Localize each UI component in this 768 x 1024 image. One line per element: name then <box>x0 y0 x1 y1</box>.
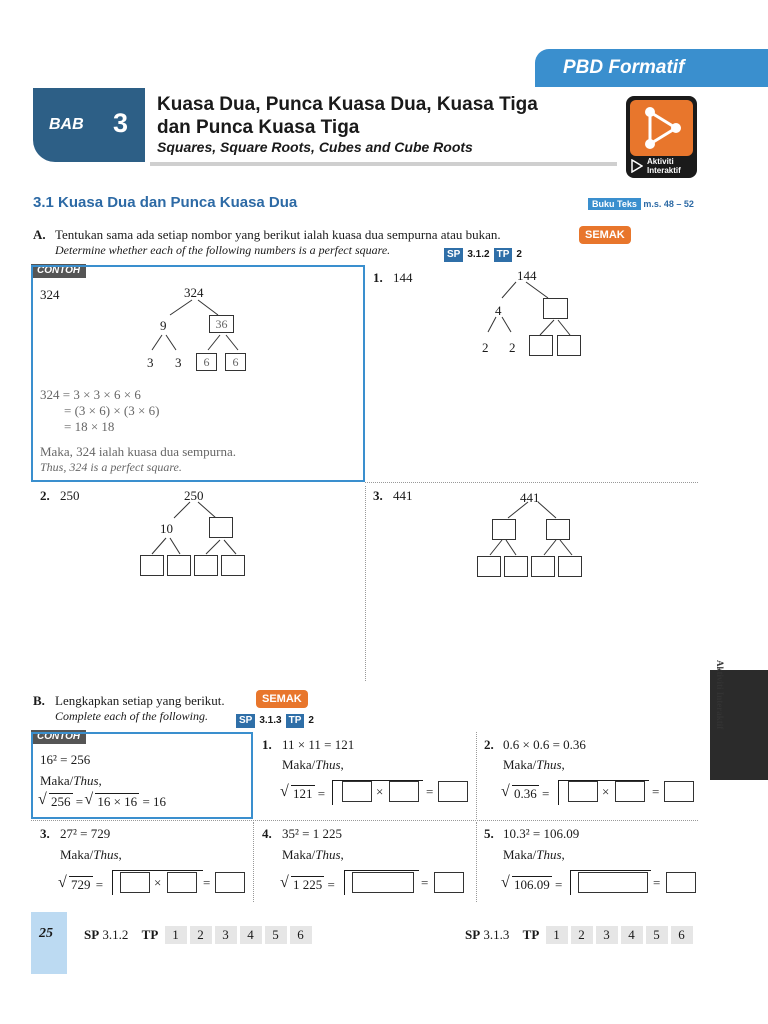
b-q1-box-1[interactable] <box>342 781 372 802</box>
b-q1-thus: Thus <box>315 757 341 772</box>
b-ex-line1: 16² = 256 <box>40 752 91 767</box>
a-q3-right-box[interactable] <box>546 519 570 540</box>
bab-number: 3 <box>113 108 129 138</box>
part-a-divider-h <box>365 482 698 483</box>
a-q1-right-box[interactable] <box>543 298 568 319</box>
a-q3-left-box[interactable] <box>492 519 516 540</box>
a-q2-root: 250 <box>184 488 204 503</box>
part-a-letter: A. <box>33 227 46 242</box>
b-q3-answer[interactable] <box>215 872 245 893</box>
part-b-letter: B. <box>33 693 45 708</box>
b-q2-number: 2. <box>484 737 494 752</box>
part-b-divider-h <box>31 820 698 821</box>
b-q1-sqrt-line: √ 121 = <box>282 785 325 802</box>
footer-left-sp-label: SP <box>84 927 100 942</box>
ex-tree-right: 36 <box>215 317 228 331</box>
b-q3-box-2[interactable] <box>167 872 197 893</box>
b-q3-number: 3. <box>40 826 50 841</box>
b-q5-comma: , <box>561 847 565 862</box>
ex-tree-ll: 3 <box>147 355 154 370</box>
b-q4-maka <box>282 847 344 863</box>
b-q2-maka <box>503 757 565 773</box>
b-q2-sqrt-line: √ 0.36 = <box>503 785 549 802</box>
ex-work-line2: = (3 × 6) × (3 × 6) <box>64 403 160 418</box>
b-ex-sqrt-right-val: 16 × 16 <box>97 794 138 809</box>
a-q1-left: 4 <box>495 303 502 318</box>
b-q4-line: 35² = 1 225 <box>282 826 342 841</box>
buku-teks-pages: m.s. 48 – 52 <box>643 199 694 209</box>
aktiviti-label-1: Aktiviti <box>647 157 674 166</box>
b-q5-sqrt <box>503 876 552 893</box>
b-q4-sqrt <box>282 876 324 893</box>
a-q1-root: 144 <box>517 268 537 283</box>
b-q4-number: 4. <box>262 826 272 841</box>
sp-badge: SP <box>444 248 463 262</box>
b-q2-line: 0.6 × 0.6 = 0.36 <box>503 737 586 752</box>
part-a-semak-button[interactable]: SEMAK <box>579 226 631 244</box>
b-q2-box-2[interactable] <box>615 781 645 802</box>
b-q5-line: 10.3² = 106.09 <box>503 826 580 841</box>
a-q2-box-3[interactable] <box>194 555 218 576</box>
a-q2-right-box[interactable] <box>209 517 233 538</box>
b-q1-maka <box>282 757 344 773</box>
bab-tab <box>33 88 145 162</box>
ex-tree-left: 9 <box>160 318 167 333</box>
b-q3-thus: Thus <box>93 847 119 862</box>
footer-left-sp-tp <box>84 926 312 944</box>
b-q5-answer[interactable] <box>666 872 696 893</box>
a-q3-root: 441 <box>520 490 540 505</box>
footer-right-sp-label: SP <box>465 927 481 942</box>
b-q2-sqrt <box>503 785 539 802</box>
b-ex-sqrt-left <box>40 793 73 810</box>
network-play-icon <box>630 100 693 156</box>
ex-work-line1: 324 = 3 × 3 × 6 × 6 <box>40 387 141 402</box>
part-b-sp-tp <box>236 710 314 728</box>
b-q5-maka <box>503 847 565 863</box>
b-q4-sqrt-val: 1 225 <box>293 877 323 892</box>
ex-tree-rl-box <box>196 353 217 371</box>
b-q5-maka-ms: Maka/ <box>503 847 537 862</box>
b-ex-sqrt-left-val: 256 <box>51 794 71 809</box>
buku-teks-badge: Buku Teks <box>588 198 641 210</box>
b-q5-sqrt-val: 106.09 <box>514 877 550 892</box>
b-q3-sqrt-line: √ 729 = <box>60 876 103 893</box>
ex-work-line3: = 18 × 18 <box>64 419 115 434</box>
a-q3-number: 3. <box>373 488 383 503</box>
b-q2-sqrt-val: 0.36 <box>514 786 537 801</box>
aktiviti-label-2: Interaktif <box>647 166 681 175</box>
footer-right-tp-3[interactable]: 3 <box>596 926 618 944</box>
b-q2-comma: , <box>561 757 565 772</box>
footer-left-tp-3[interactable]: 3 <box>215 926 237 944</box>
b-q1-sqrt-val: 121 <box>293 786 313 801</box>
b-q1-comma: , <box>340 757 344 772</box>
footer-right-tp-1[interactable]: 1 <box>546 926 568 944</box>
a-q2-box-2[interactable] <box>167 555 191 576</box>
b-ex-sqrt-line: √ 256 = √ 16 × 16 = 16 <box>40 793 166 810</box>
b-q4-sqrt-line: √ 1 225 = <box>282 876 335 893</box>
part-a-contoh-label: CONTOH <box>31 264 86 278</box>
a-q2-value: 250 <box>60 488 80 503</box>
a-q3-box-1[interactable] <box>477 556 501 577</box>
b-q2-box-1[interactable] <box>568 781 598 802</box>
a-q3-box-4[interactable] <box>558 556 582 577</box>
part-b-instruction-ms: Lengkapkan setiap yang berikut. <box>55 693 225 708</box>
b-ex-sqrt-right <box>86 793 139 810</box>
b-ex-result: = 16 <box>142 794 167 809</box>
footer-left-tp-2[interactable]: 2 <box>190 926 212 944</box>
footer-left-tp-1[interactable]: 1 <box>165 926 187 944</box>
part-a-instruction-ms: Tentukan sama ada setiap nombor yang berikut ialah kuasa dua sempurna atau bukan. <box>55 227 501 242</box>
b-q3-maka <box>60 847 122 863</box>
a-q2-left: 10 <box>160 521 173 536</box>
footer-right-sp-tp <box>465 926 693 944</box>
b-ex-thus: Thus <box>73 773 99 788</box>
b-q1-maka-ms: Maka/ <box>282 757 316 772</box>
aktiviti-icon-tile <box>630 100 693 156</box>
b-q3-times: × <box>154 875 162 890</box>
a-q3-box-3[interactable] <box>531 556 555 577</box>
a-q1-rl-box[interactable] <box>529 335 553 356</box>
footer-left-sp-val: 3.1.2 <box>102 927 129 942</box>
a-q3-value: 441 <box>393 488 413 503</box>
chapter-title-line2: dan Punca Kuasa Tiga <box>157 117 360 138</box>
b-q3-sqrt-val: 729 <box>71 877 91 892</box>
a-q1-ll: 2 <box>482 340 489 355</box>
b-q2-times: × <box>602 784 610 799</box>
b-q2-thus: Thus <box>536 757 562 772</box>
section-title: 3.1 Kuasa Dua dan Punca Kuasa Dua <box>33 194 298 211</box>
ex-tree-rr: 6 <box>232 355 239 369</box>
part-b-divider-v1 <box>476 732 477 819</box>
tp-badge: TP <box>494 248 513 262</box>
b-q2-answer[interactable] <box>664 781 694 802</box>
b-q4-equals: = <box>421 875 429 890</box>
sp-value: 3.1.3 <box>259 715 282 726</box>
b-q1-answer[interactable] <box>438 781 468 802</box>
part-b-instruction-en: Complete each of the following. <box>55 709 208 723</box>
b-q3-maka-ms: Maka/ <box>60 847 94 862</box>
b-ex-maka <box>40 773 102 789</box>
aktiviti-interaktif-button[interactable] <box>626 96 697 178</box>
b-q3-box-1[interactable] <box>120 872 150 893</box>
page-number-tab <box>31 912 67 974</box>
header-rule <box>150 162 617 166</box>
b-q3-sqrt <box>60 876 93 893</box>
b-q4-comma: , <box>340 847 344 862</box>
footer-left-tp-label: TP <box>141 927 159 942</box>
ex-tree-rr-box <box>225 353 246 371</box>
pbd-formatif-label: PBD Formatif <box>563 57 685 78</box>
a-q1-lr: 2 <box>509 340 516 355</box>
page-number: 25 <box>39 926 53 941</box>
side-tab-label: Aktiviti Interaktif <box>715 660 725 730</box>
part-a-sp-tp <box>444 244 522 262</box>
small-play-icon <box>631 159 643 173</box>
b-q3-line: 27² = 729 <box>60 826 111 841</box>
ex-tree-lr: 3 <box>175 355 182 370</box>
b-q5-thus: Thus <box>536 847 562 862</box>
part-a-example-tree-lines <box>140 295 260 355</box>
part-a-instruction-en: Determine whether each of the following numbers is a perfect square. <box>55 243 391 257</box>
ex-tree-rl: 6 <box>203 355 210 369</box>
sp-value: 3.1.2 <box>467 249 490 260</box>
ex-tree-right-box <box>209 315 234 333</box>
footer-right-tp-5[interactable]: 5 <box>646 926 668 944</box>
footer-right-tp-2[interactable]: 2 <box>571 926 593 944</box>
pbd-formatif-banner <box>535 49 768 87</box>
b-q1-line: 11 × 11 = 121 <box>282 737 355 752</box>
ex-conclusion-ms: Maka, 324 ialah kuasa dua sempurna. <box>40 444 237 459</box>
ex-conclusion-en: Thus, 324 is a perfect square. <box>40 460 182 474</box>
sp-badge: SP <box>236 714 255 728</box>
b-q4-maka-ms: Maka/ <box>282 847 316 862</box>
a-q1-rr-box[interactable] <box>557 335 581 356</box>
b-q1-times: × <box>376 784 384 799</box>
a-q2-box-4[interactable] <box>221 555 245 576</box>
b-q2-equals: = <box>652 784 660 799</box>
b-q5-sqrt-line: √ 106.09 = <box>503 876 562 893</box>
a-q2-tree-lines <box>140 500 250 560</box>
b-q5-box[interactable] <box>578 872 648 893</box>
a-q1-value: 144 <box>393 270 413 285</box>
tp-badge: TP <box>286 714 305 728</box>
part-a-divider-v <box>365 486 366 681</box>
b-ex-maka-ms: Maka/ <box>40 773 74 788</box>
a-q2-box-1[interactable] <box>140 555 164 576</box>
b-q3-equals: = <box>203 875 211 890</box>
chapter-title: Kuasa Dua, Punca Kuasa Dua, Kuasa Tiga <box>157 94 538 115</box>
b-ex-comma: , <box>98 773 102 788</box>
footer-right-tp-label: TP <box>522 927 540 942</box>
part-b-divider-v3 <box>476 822 477 902</box>
ex-tree-root: 324 <box>184 285 204 300</box>
b-q4-answer[interactable] <box>434 872 464 893</box>
footer-right-tp-4[interactable]: 4 <box>621 926 643 944</box>
part-b-semak-button[interactable]: SEMAK <box>256 690 308 708</box>
footer-left-tp-4[interactable]: 4 <box>240 926 262 944</box>
part-b-contoh-label: CONTOH <box>31 730 86 744</box>
part-b-divider-v2 <box>253 822 254 902</box>
b-q1-equals: = <box>426 784 434 799</box>
a-q2-number: 2. <box>40 488 50 503</box>
footer-left-tp-6[interactable]: 6 <box>290 926 312 944</box>
b-q5-number: 5. <box>484 826 494 841</box>
chapter-subtitle: Squares, Square Roots, Cubes and Cube Roots <box>157 139 473 155</box>
bab-label: BAB <box>49 116 84 133</box>
b-q5-equals: = <box>653 875 661 890</box>
buku-teks-ref <box>588 199 694 209</box>
b-q3-comma: , <box>118 847 122 862</box>
footer-left-tp-5[interactable]: 5 <box>265 926 287 944</box>
b-q1-number: 1. <box>262 737 272 752</box>
b-q4-thus: Thus <box>315 847 341 862</box>
b-q2-maka-ms: Maka/ <box>503 757 537 772</box>
part-a-example-number: 324 <box>40 287 60 302</box>
b-q4-box[interactable] <box>352 872 414 893</box>
b-q1-sqrt <box>282 785 315 802</box>
a-q1-number: 1. <box>373 270 383 285</box>
footer-right-sp-val: 3.1.3 <box>483 927 510 942</box>
tp-value: 2 <box>308 715 314 726</box>
footer-right-tp-6[interactable]: 6 <box>671 926 693 944</box>
tp-value: 2 <box>516 249 522 260</box>
a-q3-box-2[interactable] <box>504 556 528 577</box>
b-q1-box-2[interactable] <box>389 781 419 802</box>
